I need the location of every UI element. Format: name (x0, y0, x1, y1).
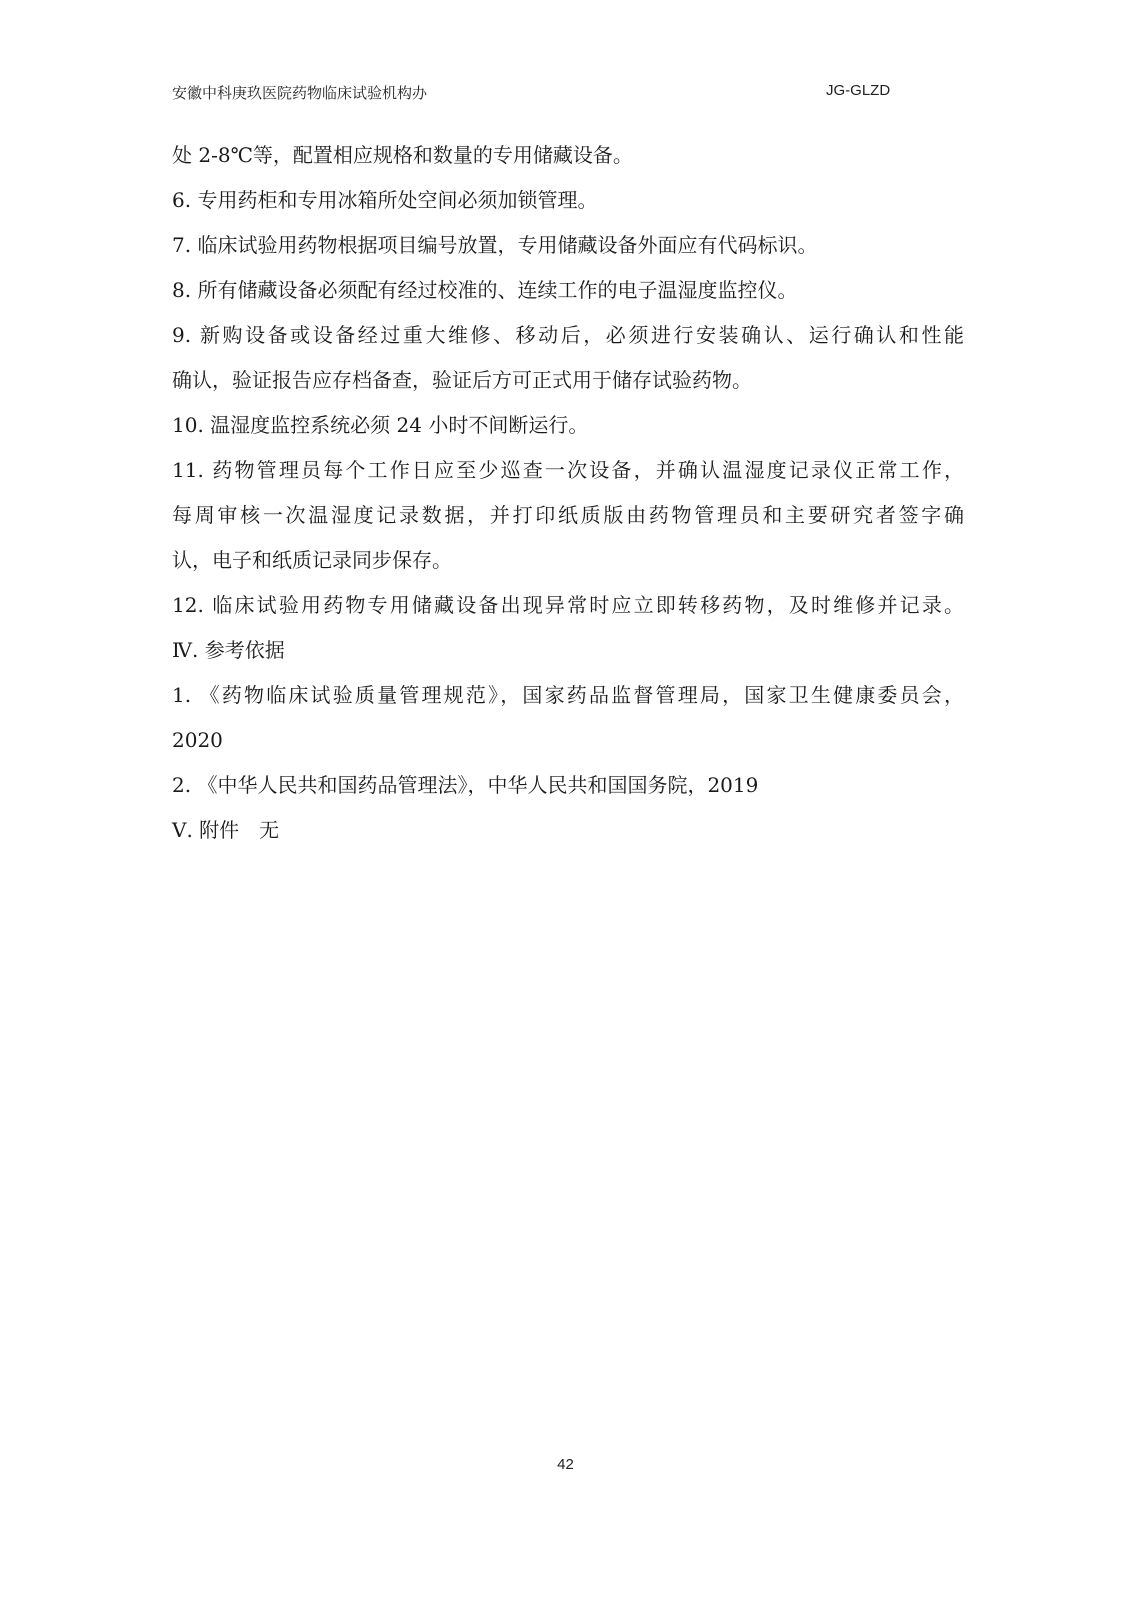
section-heading-attachments: Ⅴ. 附件 无 (172, 818, 280, 842)
reference-1-line-1: 1. 《药物临床试验质量管理规范》，国家药品监督管理局，国家卫生健康委员会， (172, 683, 964, 707)
item-9-line-1: 9. 新购设备或设备经过重大维修、移动后，必须进行安装确认、运行确认和性能 (172, 323, 964, 347)
header-organization: 安徽中科庚玖医院药物临床试验机构办 (172, 84, 428, 102)
reference-2: 2. 《中华人民共和国药品管理法》，中华人民共和国国务院，2019 (172, 773, 759, 797)
item-10: 10. 温湿度监控系统必须 24 小时不间断运行。 (172, 413, 589, 437)
item-11-line-1: 11. 药物管理员每个工作日应至少巡查一次设备，并确认温湿度记录仪正常工作， (172, 458, 964, 482)
document-body (172, 133, 964, 853)
item-6: 6. 专用药柜和专用冰箱所处空间必须加锁管理。 (172, 188, 598, 212)
item-11-line-3: 认，电子和纸质记录同步保存。 (172, 548, 452, 572)
item-9-line-2: 确认，验证报告应存档备查，验证后方可正式用于储存试验药物。 (172, 368, 752, 392)
reference-1-line-2: 2020 (172, 728, 223, 752)
item-11-line-2: 每周审核一次温湿度记录数据，并打印纸质版由药物管理员和主要研究者签字确 (172, 503, 964, 527)
item-12: 12. 临床试验用药物专用储藏设备出现异常时应立即转移药物，及时维修并记录。 (172, 593, 964, 617)
body-line-1: 处 2-8℃等，配置相应规格和数量的专用储藏设备。 (172, 143, 633, 167)
page-number: 42 (557, 1456, 574, 1473)
item-8: 8. 所有储藏设备必须配有经过校准的、连续工作的电子温湿度监控仪。 (172, 278, 798, 302)
section-heading-references: Ⅳ. 参考依据 (172, 638, 285, 662)
item-7: 7. 临床试验用药物根据项目编号放置，专用储藏设备外面应有代码标识。 (172, 233, 818, 257)
header-document-code: JG-GLZD (826, 82, 891, 99)
